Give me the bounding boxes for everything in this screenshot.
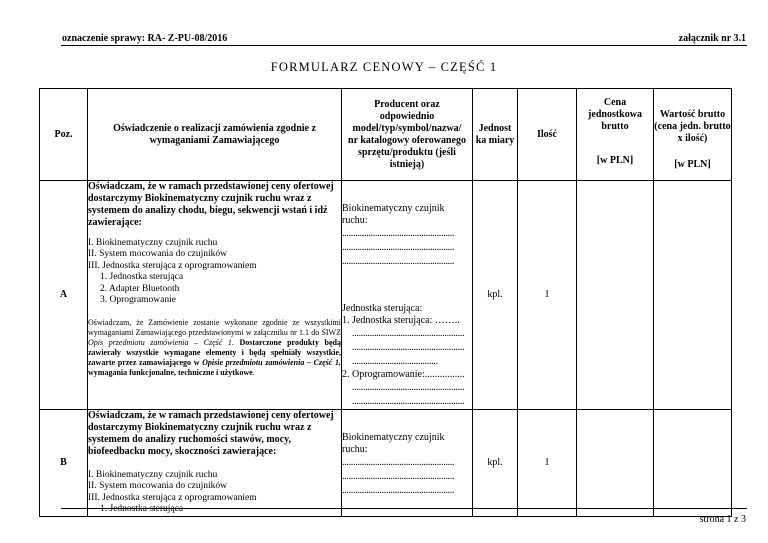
form-title: FORMULARZ CENOWY – CZĘŚĆ 1 [270, 60, 498, 74]
list-item: II. System mocowania do czujników [88, 249, 228, 260]
table-row [40, 181, 732, 410]
col-header-qty: Ilość [518, 89, 577, 181]
row-unit-measure: kpl. [473, 181, 518, 410]
col-header-value [654, 89, 732, 181]
list-item: III. Jednostka sterująca z oprogramowaniem [88, 492, 257, 503]
header-rule [61, 45, 747, 46]
row-producer [342, 410, 473, 517]
row-total-value [654, 181, 732, 410]
producer-title: Biokinematyczny czujnik ruchu: [342, 432, 445, 455]
statement-intro: Oświadczam, że w ramach przedstawionej ceny ofertowej dostarczymy Biokinematyczny czujnik ruchu wraz z systemem do analizy chodu, biegu, sekwencji wstań i idź zawierające: [88, 181, 334, 228]
note-bold-end: wymagania funkcjonalne, techniczne i użytkowe [88, 368, 253, 378]
row-position: A [40, 181, 88, 410]
table-header-row [40, 89, 732, 181]
list-item: 1. Jednostka sterująca [100, 504, 184, 515]
price-header-label: Cena jednostkowa brutto [588, 97, 642, 132]
table-row [40, 410, 732, 517]
list-item: 2. Adapter Bluetooth [100, 283, 180, 294]
statement-intro: Oświadczam, że w ramach przedstawionej ceny ofertowej dostarczymy Biokinematyczny czujnik ruchu wraz z systemem do analizy ruchomości stawów, mocy, biofeedbacku mocy, skoczności zawierające: [88, 410, 334, 457]
software-item: 2. Oprogramowanie:................ [342, 369, 465, 380]
price-header-unit: [w PLN] [596, 155, 634, 166]
note-bold: Dostarczone produkty będą zawierały wszystkie wymagane elementy i będą spełniały wszystkie, zawarte przez zamawiającego w [88, 338, 341, 368]
producer-dots: ................................................... [352, 382, 465, 393]
list-item: II. System mocowania do czujników [88, 481, 228, 492]
page-number: strona 1 z 3 [699, 514, 746, 525]
row-quantity: 1 [518, 181, 577, 410]
producer-dots: ................................................... [342, 471, 455, 482]
producer-dots: ....................................... [352, 356, 438, 367]
component-list [88, 238, 341, 306]
producer-dots: ................................................... [352, 342, 465, 353]
col-header-producer: Producent oraz odpowiednio model/typ/symbol/nazwa/ nr katalogowy oferowanego sprzętu/produktu (jeśli istnieją) [342, 89, 473, 181]
footer-rule [61, 508, 747, 509]
control-unit-label: Jednostka sterująca: [342, 303, 423, 314]
note-bold-italic: Opisie przedmiotu zamówienia – Część 1, [202, 358, 341, 368]
producer-title: Biokinematyczny czujnik ruchu: [342, 203, 445, 226]
note-dot: . [231, 338, 234, 348]
value-header-unit: [w PLN] [674, 159, 711, 170]
row-producer [342, 181, 473, 410]
list-item: I. Biokinematyczny czujnik ruchu [88, 238, 218, 248]
col-header-price [577, 89, 654, 181]
col-header-statement: Oświadczenie o realizacji zamówienia zgodnie z wymaganiami Zamawiającego [88, 89, 342, 181]
producer-dots: ................................................... [342, 256, 455, 267]
row-unit-price [577, 181, 654, 410]
list-item: III. Jednostka sterująca z oprogramowaniem [88, 260, 257, 271]
note-normal: Oświadczam, że Zamówienie zostanie wykonane zgodnie ze wszystkimi wymaganiami Zamawiającego przedstawionymi w załączniku nr 1.1 do SIWZ [88, 318, 341, 338]
producer-dots: ................................................... [342, 228, 455, 239]
case-reference: oznaczenie sprawy: RA- Z-PU-08/2016 [62, 33, 228, 44]
price-form-table [39, 88, 732, 517]
col-header-unit: Jednost ka miary [473, 89, 518, 181]
attachment-number: załącznik nr 3.1 [678, 33, 746, 44]
note-italic: Opis przedmiotu zamówienia – Część 1 [88, 338, 232, 348]
control-unit-item: 1. Jednostka sterująca: …….. [342, 315, 460, 326]
row-statement [88, 410, 342, 517]
producer-dots: ................................................... [342, 485, 455, 496]
value-header-label: Wartość brutto (cena jedn. brutto x ilość) [654, 109, 731, 144]
row-unit-measure: kpl. [473, 410, 518, 517]
list-item: I. Biokinematyczny czujnik ruchu [88, 470, 218, 480]
producer-dots: ................................................... [342, 242, 455, 253]
col-header-poz: Poz. [40, 89, 88, 181]
list-item: 3. Oprogramowanie [100, 294, 176, 305]
row-position: B [40, 410, 88, 517]
producer-dots: ................................................... [342, 457, 455, 468]
row-total-value [654, 410, 732, 517]
producer-dots: ................................................... [352, 328, 465, 339]
row-statement [88, 181, 342, 410]
compliance-note: Oświadczam, że Zamówienie zostanie wykonane zgodnie ze wszystkimi wymaganiami Zamawiającego przedstawionymi w załączniku nr 1.1 do SIWZ Opis przedmiotu zamówienia – Część 1. Dostarczone produkty będą zawierały wszystkie wymagane elementy i będą spełniały wszystkie, zawarte przez zamawiającego w Opisie przedmiotu zamówienia – Część 1, wymagania funkcjonalne, techniczne i użytkowe. [88, 318, 341, 378]
list-item: 1. Jednostka sterująca [100, 272, 184, 283]
row-unit-price [577, 410, 654, 517]
row-quantity: 1 [518, 410, 577, 517]
producer-dots: ................................................... [352, 396, 465, 407]
